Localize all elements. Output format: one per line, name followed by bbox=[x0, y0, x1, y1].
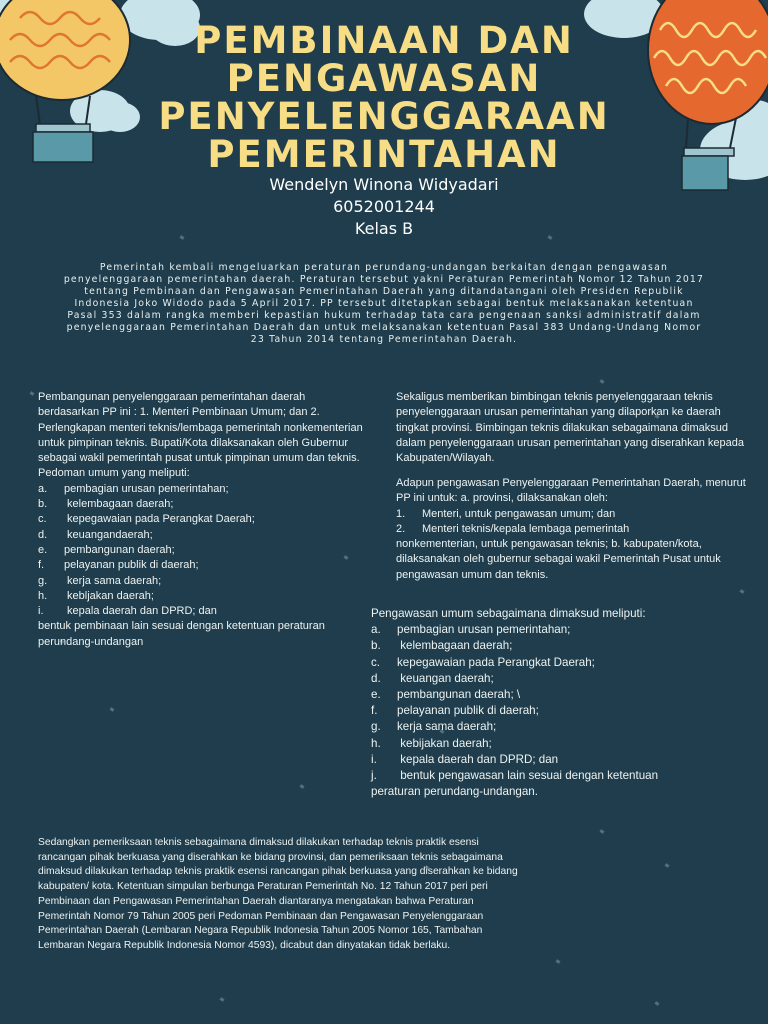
list-text: kebijakan daerah; bbox=[397, 736, 492, 750]
list-text: pembangunan daerah; \ bbox=[397, 688, 521, 702]
left-paragraph: Pembangunan penyelenggaraan pemerintahan daerah berdasarkan PP ini : 1. Menteri Pembinaan Umum; dan 2. Perlengkapan menteri teknis/lembaga pemerintah nonkementerian untuk pimpinan teknis. Bupati/Kota dilaksanakan oleh Gubernur sebagai wakil pemerintah pusat untuk pimpinan umum dan teknis. bbox=[38, 391, 363, 465]
list-text: kepala daerah dan DPRD; dan bbox=[397, 752, 559, 766]
list-marker: f. bbox=[371, 704, 378, 718]
middle-closing: peraturan perundang-undangan. bbox=[371, 785, 538, 799]
title-line: PEMERINTAHAN bbox=[207, 133, 561, 176]
author-block bbox=[0, 174, 768, 240]
list-marker: i. bbox=[371, 752, 377, 766]
list-marker: a. bbox=[38, 482, 48, 495]
balloon-left bbox=[0, 0, 150, 170]
list-item bbox=[371, 703, 721, 719]
list-marker: b. bbox=[38, 498, 48, 511]
list-marker: h. bbox=[38, 589, 48, 602]
list-item bbox=[38, 512, 368, 527]
list-marker: f. bbox=[38, 559, 45, 572]
list-text: Menteri, untuk pengawasan umum; dan bbox=[422, 507, 616, 520]
title-line: PEMBINAAN DAN bbox=[194, 19, 574, 62]
left-list-title: Pedoman umum yang meliputi: bbox=[38, 467, 190, 480]
speck bbox=[556, 959, 561, 964]
list-text: kepegawaian pada Perangkat Daerah; bbox=[397, 655, 595, 669]
list-item bbox=[371, 655, 721, 671]
list-item bbox=[371, 622, 721, 638]
list-item bbox=[38, 497, 368, 512]
right-paragraph-1: Sekaligus memberikan bimbingan teknis penyelenggaraan teknis penyelenggaraan urusan pemerintahan yang dilaporkan ke daerah tingkat provinsi. Bimbingan teknis dilakukan sebagaimana dimaksud dalam penyelenggaraan urusan pemerintahan yang diserahkan kepada Kabupaten/Wilayah. bbox=[396, 391, 744, 465]
list-marker: a. bbox=[371, 623, 381, 637]
list-marker: g. bbox=[38, 574, 48, 587]
list-marker: e. bbox=[371, 688, 381, 702]
middle-column bbox=[371, 606, 721, 800]
right-paragraph-2-intro: Adapun pengawasan Penyelenggaraan Pemerintahan Daerah, menurut PP ini untuk: a. provinsi, dilaksanakan oleh: bbox=[396, 477, 746, 505]
speck bbox=[110, 707, 115, 712]
speck bbox=[30, 391, 35, 396]
list-marker: c. bbox=[38, 513, 47, 526]
speck bbox=[655, 1001, 660, 1006]
list-marker: h. bbox=[371, 736, 381, 750]
balloon-right bbox=[640, 0, 768, 200]
list-text: kepala daerah dan DPRD; dan bbox=[64, 605, 217, 618]
student-id: 6052001244 bbox=[333, 197, 435, 216]
list-item bbox=[38, 574, 368, 589]
speck bbox=[740, 589, 745, 594]
title-line: PENGAWASAN bbox=[226, 57, 542, 100]
list-text: pelayanan publik di daerah; bbox=[64, 559, 199, 572]
list-text: kerja sama daerah; bbox=[64, 574, 162, 587]
list-text: bentuk pengawasan lain sesuai dengan ketentuan bbox=[397, 769, 659, 783]
list-marker: d. bbox=[38, 528, 48, 541]
bottom-paragraph: Sedangkan pemeriksaan teknis sebagaimana dimaksud dilakukan terhadap teknis praktik esensi rancangan pihak berkuasa yang diserahkan ke bidang provinsi, dan pemeriksaan teknis sebagaimana dimaksud dilakukan terhadap teknis praktik esensi rancangan pihak berkuasa yang diserahkan ke bidang kabupaten/ kota. Ketentuan simpulan berbunga Peraturan Pemerintah No. 12 Tahun 2017 peri peri Pembinaan dan Pengawasan Pemerintahan Daerah diantaranya mengatakan bahwa Peraturan Pemerintah Nomor 79 Tahun 2005 peri Pedoman Pembinaan dan Pengawasan Penyelenggaraan Pemerintahan Daerah (Lembaran Negara Republik Indonesia Tahun 2005 Nomor 165, Tambahan Lembaran Negara Republik Indonesia Nomor 4593), dicabut dan dinyatakan tidak berlaku. bbox=[38, 837, 518, 951]
list-text: pembagian urusan pemerintahan; bbox=[64, 482, 229, 495]
list-item bbox=[371, 687, 721, 703]
page-title bbox=[150, 19, 618, 176]
list-item bbox=[38, 528, 368, 543]
list-marker: d. bbox=[371, 671, 381, 685]
list-text: keuangandaerah; bbox=[64, 528, 153, 541]
list-marker: c. bbox=[371, 655, 381, 669]
left-closing: bentuk pembinaan lain sesuai dengan ketentuan peraturan perundang-undangan bbox=[38, 620, 325, 648]
list-marker: 1. bbox=[396, 507, 406, 520]
list-item bbox=[396, 507, 756, 522]
speck bbox=[600, 829, 605, 834]
list-text: kebljakan daerah; bbox=[64, 589, 154, 602]
list-item bbox=[371, 671, 721, 687]
author-name: Wendelyn Winona Widyadari bbox=[269, 175, 499, 194]
list-text: pelayanan publik di daerah; bbox=[397, 704, 539, 718]
list-marker: g. bbox=[371, 720, 381, 734]
speck bbox=[220, 997, 225, 1002]
list-marker: 2. bbox=[396, 522, 406, 535]
list-item bbox=[371, 719, 721, 735]
list-marker: j. bbox=[371, 769, 377, 783]
title-line: PENYELENGGARAAN bbox=[158, 95, 610, 138]
list-text: pembangunan daerah; bbox=[64, 543, 175, 556]
list-marker: i. bbox=[38, 605, 44, 618]
speck bbox=[300, 784, 305, 789]
list-item bbox=[38, 589, 368, 604]
right-paragraph-2-rest: nonkementerian, untuk pengawasan teknis; b. kabupaten/kota, dilaksanakan oleh gubernur sebagai wakil Pemerintah Pusat untuk pengawasan umum dan teknis. bbox=[396, 538, 721, 581]
list-item bbox=[371, 638, 721, 654]
list-item bbox=[371, 752, 721, 768]
list-text: Menteri teknis/kepala lembaga pemerintah bbox=[422, 522, 630, 535]
speck bbox=[665, 863, 670, 868]
right-paragraph-2 bbox=[396, 476, 756, 583]
list-text: kepegawaian pada Perangkat Daerah; bbox=[64, 513, 255, 526]
list-item bbox=[371, 768, 721, 784]
list-item bbox=[38, 604, 368, 619]
list-text: kelembagaan daerah; bbox=[64, 498, 174, 511]
list-marker: b. bbox=[371, 639, 381, 653]
intro-paragraph: Pemerintah kembali mengeluarkan peraturan perundang-undangan berkaitan dengan pengawasan penyelenggaraan pemerintahan daerah. Peraturan tersebut yakni Peraturan Pemerintah Nomor 12 Tahun 2017 tentang Pembinaan dan Pengawasan Pemerintahan Daerah yang ditandatangani oleh Presiden Republik Indonesia Joko Widodo pada 5 April 2017. PP tersebut ditetapkan sebagai bentuk melaksanakan ketentuan Pasal 353 dalam rangka memberi kepastian hukum terhadap tata cara pengenaan sanksi administratif dalam penyelenggaraan Pemerintahan Daerah dan untuk melaksanakan ketentuan Pasal 383 Undang-Undang Nomor 23 Tahun 2014 tentang Pemerintahan Daerah. bbox=[63, 262, 705, 345]
class-label: Kelas B bbox=[354, 219, 414, 238]
left-list bbox=[38, 482, 368, 620]
list-text: pembagian urusan pemerintahan; bbox=[397, 623, 571, 637]
list-text: kerja sama daerah; bbox=[397, 720, 497, 734]
middle-list-title: Pengawasan umum sebagaimana dimaksud meliputi: bbox=[371, 607, 646, 620]
list-item bbox=[371, 736, 721, 752]
list-item bbox=[396, 522, 756, 537]
list-text: keuangan daerah; bbox=[397, 671, 494, 685]
speck bbox=[600, 379, 605, 384]
list-text: kelembagaan daerah; bbox=[397, 639, 513, 653]
list-item bbox=[38, 558, 368, 573]
list-item bbox=[38, 482, 368, 497]
list-marker: e. bbox=[38, 543, 48, 556]
left-column bbox=[38, 390, 368, 650]
list-item bbox=[38, 543, 368, 558]
